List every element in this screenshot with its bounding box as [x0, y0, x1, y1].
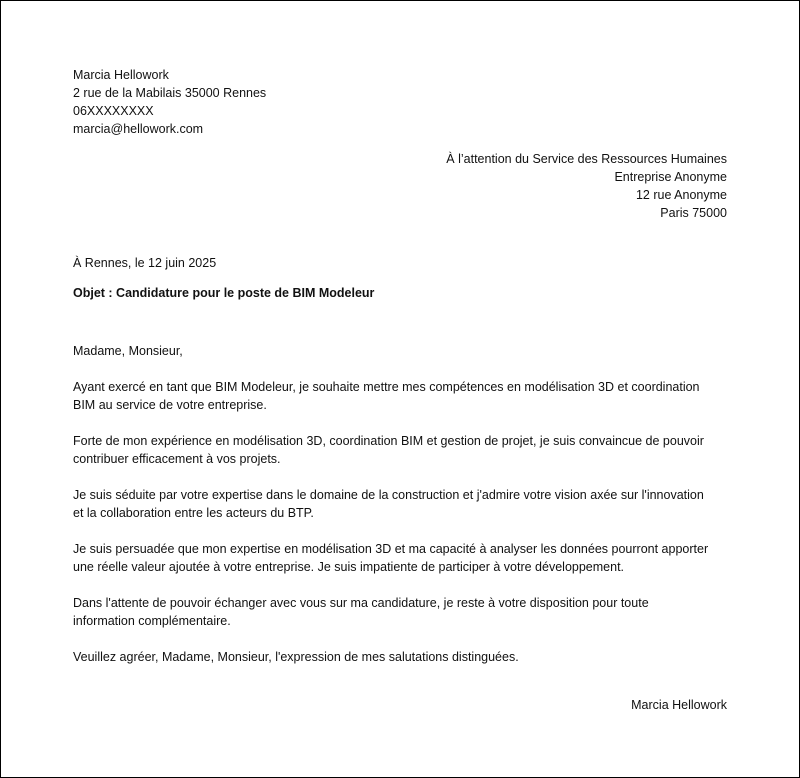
salutation-text: Madame, Monsieur,: [73, 344, 183, 358]
sender-name: Marcia Hellowork: [73, 68, 169, 82]
letter-subject: Objet : Candidature pour le poste de BIM Modeleur: [73, 286, 375, 300]
paragraph-line: contribuer efficacement à vos projets.: [73, 452, 281, 466]
salutation: [73, 342, 729, 360]
paragraph-line: et la collaboration entre les acteurs du BTP.: [73, 506, 314, 520]
paragraph-line: Forte de mon expérience en modélisation 3D, coordination BIM et gestion de projet, je suis convaincue de pouvoir: [73, 434, 704, 448]
sender-address: 2 rue de la Mabilais 35000 Rennes: [73, 86, 267, 100]
body-paragraph: [73, 486, 729, 522]
paragraph-line: Ayant exercé en tant que BIM Modeleur, je souhaite mettre mes compétences en modélisation 3D et coordination: [73, 380, 700, 394]
paragraph-line: information complémentaire.: [73, 614, 231, 628]
body-paragraph: [73, 432, 729, 468]
letter-body: [73, 342, 729, 684]
recipient-city: Paris 75000: [660, 206, 727, 220]
sender-email: marcia@hellowork.com: [73, 122, 204, 136]
paragraph-line: Dans l'attente de pouvoir échanger avec vous sur ma candidature, je reste à votre disposition pour toute: [73, 596, 649, 610]
recipient-attention: À l’attention du Service des Ressources Humaines: [446, 152, 727, 166]
letter-date: À Rennes, le 12 juin 2025: [73, 256, 217, 270]
recipient-block: [446, 150, 727, 222]
paragraph-line: Je suis séduite par votre expertise dans le domaine de la construction et j'admire votre vision axée sur l'innovation: [73, 488, 704, 502]
body-paragraph: [73, 378, 729, 414]
closing-text: Veuillez agréer, Madame, Monsieur, l'expression de mes salutations distinguées.: [73, 650, 519, 664]
sender-block: [73, 66, 266, 138]
body-paragraph: [73, 594, 729, 630]
sender-phone: 06XXXXXXXX: [73, 104, 154, 118]
paragraph-line: une réelle valeur ajoutée à votre entreprise. Je suis impatiente de participer à votre développement.: [73, 560, 625, 574]
signature: Marcia Hellowork: [631, 698, 727, 712]
paragraph-line: Je suis persuadée que mon expertise en modélisation 3D et ma capacité à analyser les données pourront apporter: [73, 542, 709, 556]
paragraph-line: BIM au service de votre entreprise.: [73, 398, 267, 412]
recipient-company: Entreprise Anonyme: [614, 170, 727, 184]
body-paragraph: [73, 540, 729, 576]
recipient-street: 12 rue Anonyme: [635, 188, 727, 202]
closing-formula: [73, 648, 729, 666]
